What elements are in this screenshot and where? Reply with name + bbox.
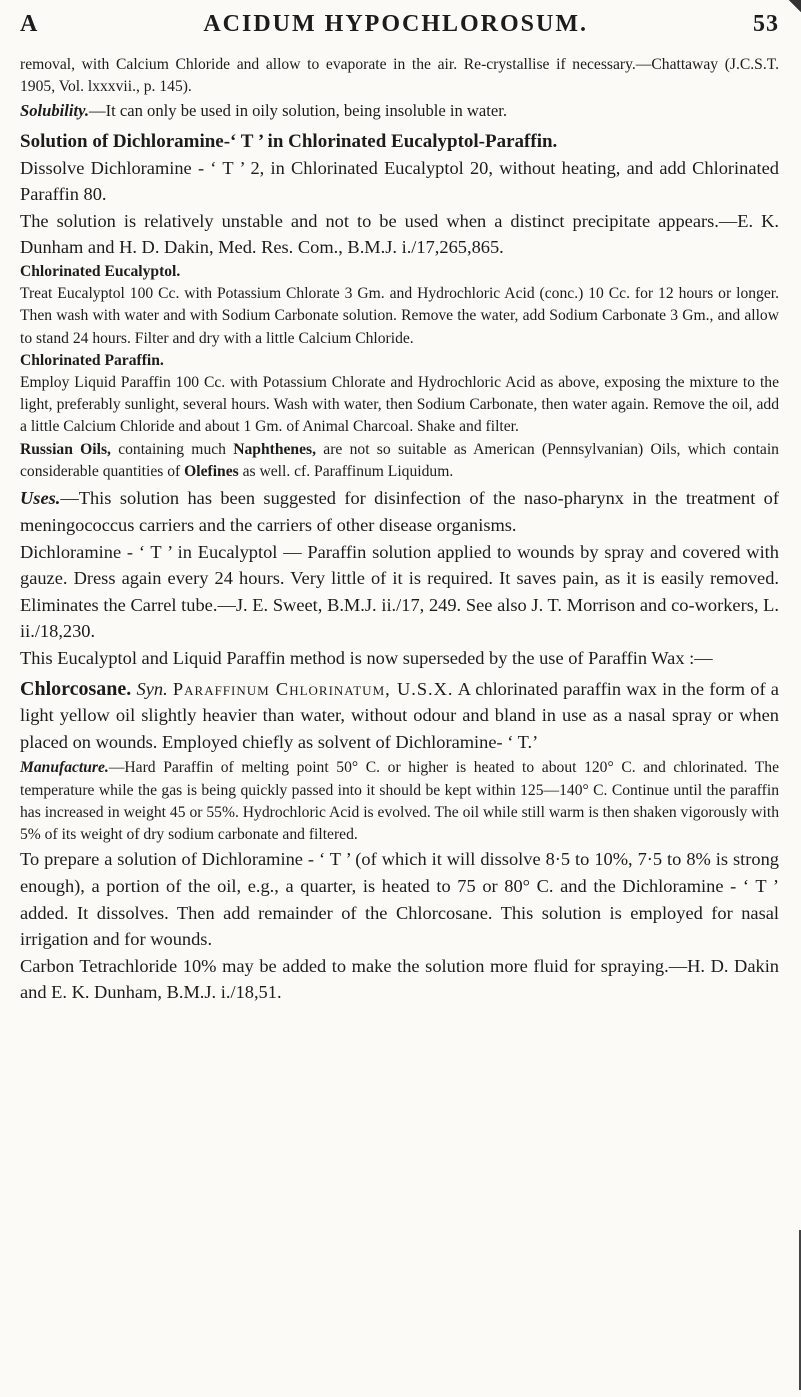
manufacture-text: —Hard Paraffin of melting point 50° C. or higher is heated to about 120° C. and chlorinated. The temperature while the gas is being quickly passed into it should be kept within 125—140° C. Continue until the paraffin has increased in weight 45 or 55%. Hydrochloric Acid is evolved. The oil while still warm is then shaken vigorously with 5% of its weight of dry sodium carbonate and filtered. bbox=[20, 759, 779, 844]
naphthenes-term: Naphthenes, bbox=[233, 440, 316, 458]
chlorcosane-text: A chlorinated paraffin wax in the form of a light yellow oil slightly heavier than water, without odour and bland in use as a nasal spray or when placed on wounds. Employed chiefly as solvent of Dichloramine- ‘ T.’ bbox=[20, 678, 779, 752]
chlorcosane-heading: Chlorcosane. bbox=[20, 677, 132, 700]
solubility-heading: Solubility. bbox=[20, 100, 89, 120]
paragraph-dissolve: Dissolve Dichloramine - ‘ T ’ 2, in Chlorinated Eucalyptol 20, without heating, and add Chlorinated Paraffin 80. bbox=[20, 157, 779, 205]
running-title: ACIDUM HYPOCHLOROSUM. bbox=[203, 10, 588, 37]
page-corner-mark bbox=[789, 0, 801, 12]
olefines-term: Olefines bbox=[184, 463, 239, 481]
page-number: 53 bbox=[753, 10, 779, 37]
paragraph-paraffin-method: Employ Liquid Paraffin 100 Cc. with Potassium Chlorate and Hydrochloric Acid as above, exposing the mixture to the light, preferably sunlight, several hours. Wash with water, then Sodium Carbonate, then water again. Remove the oil, add a little Calcium Chloride and about 1 Gm. of Animal Charcoal. Shake and filter. bbox=[20, 373, 779, 436]
paragraph-eucalyptol-method: Treat Eucalyptol 100 Cc. with Potassium Chlorate 3 Gm. and Hydrochloric Acid (conc.) 10 Cc. for 12 hours or longer. Then wash with water and with Sodium Carbonate solution. Remove the water, add Sodium Carbonate 3 Gm., and allow to stand 24 hours. Filter and dry with a little Calcium Chloride. bbox=[20, 284, 779, 347]
uses-text: —This solution has been suggested for disinfection of the naso-pharynx in the treatment of meningococcus carriers and the carriers of other disease organisms. bbox=[20, 488, 779, 535]
paragraph-superseded: This Eucalyptol and Liquid Paraffin method is now superseded by the use of Paraffin Wax :— bbox=[20, 647, 713, 668]
subheading-chlorinated-eucalyptol: Chlorinated Eucalyptol. bbox=[20, 262, 181, 280]
russian-oils-heading: Russian Oils, bbox=[20, 440, 111, 458]
manufacture-heading: Manufacture. bbox=[20, 759, 109, 777]
paragraph-prepare-solution: To prepare a solution of Dichloramine - ‘ T ’ (of which it will dissolve 8·5 to 10%, 7·5 to 8% is strong enough), a portion of the oil, e.g., a quarter, is heated to 75 or 80° C. and the Dichloramine - ‘ T ’ added. It dissolves. Then add remainder of the Chlorcosane. This solution is employed for nasal irrigation and for wounds. bbox=[20, 849, 779, 950]
paragraph-dichloramine-wounds: Dichloramine - ‘ T ’ in Eucalyptol — Paraffin solution applied to wounds by spray and covered with gauze. Dress again every 24 hours. Very little of it is required. It saves pain, as it is easily removed. Eliminates the Carrel tube.—J. E. Sweet, B.M.J. ii./17, 249. See also J. T. Morrison and co-workers, L. ii./18,230. bbox=[20, 541, 779, 642]
paragraph-carbon-tetrachloride: Carbon Tetrachloride 10% may be added to make the solution more fluid for spraying.—H. D. Dakin and E. K. Dunham, B.M.J. i./18,51. bbox=[20, 955, 779, 1003]
page-content bbox=[20, 54, 779, 1006]
header-letter: A bbox=[20, 10, 39, 37]
section-heading-solution: Solution of Dichloramine-‘ T ’ in Chlorinated Eucalyptol-Paraffin. bbox=[20, 130, 558, 152]
paragraph-manufacture bbox=[20, 757, 779, 846]
synonym-label: Syn. bbox=[136, 678, 168, 699]
paragraph-chlorcosane bbox=[20, 676, 779, 756]
russian-oils-text-c: as well. cf. Paraffinum Liquidum. bbox=[238, 463, 454, 481]
uses-heading: Uses. bbox=[20, 488, 61, 509]
subheading-chlorinated-paraffin: Chlorinated Paraffin. bbox=[20, 351, 164, 369]
russian-oils-text-b: are not so suitable as American (Pennsylvanian) Oils, which contain considerable quantities of bbox=[20, 440, 779, 481]
synonym-name: Paraffinum Chlorinatum, U.S.X. bbox=[172, 678, 454, 699]
running-header bbox=[20, 2, 779, 46]
paragraph-unstable: The solution is relatively unstable and not to be used when a distinct precipitate appears.—E. K. Dunham and H. D. Dakin, Med. Res. Com., B.M.J. i./17,265,865. bbox=[20, 210, 779, 258]
solubility-text: —It can only be used in oily solution, being insoluble in water. bbox=[89, 100, 508, 120]
paragraph-russian-oils bbox=[20, 439, 779, 484]
paragraph-solubility bbox=[20, 99, 779, 123]
paragraph-preparation-end: removal, with Calcium Chloride and allow to evaporate in the air. Re-crystallise if necessary.—Chattaway (J.C.S.T. 1905, Vol. lxxxvii., p. 145). bbox=[20, 56, 779, 96]
paragraph-uses bbox=[20, 485, 779, 538]
page-edge-mark bbox=[795, 1230, 801, 1390]
russian-oils-text-a: containing much bbox=[110, 440, 234, 458]
